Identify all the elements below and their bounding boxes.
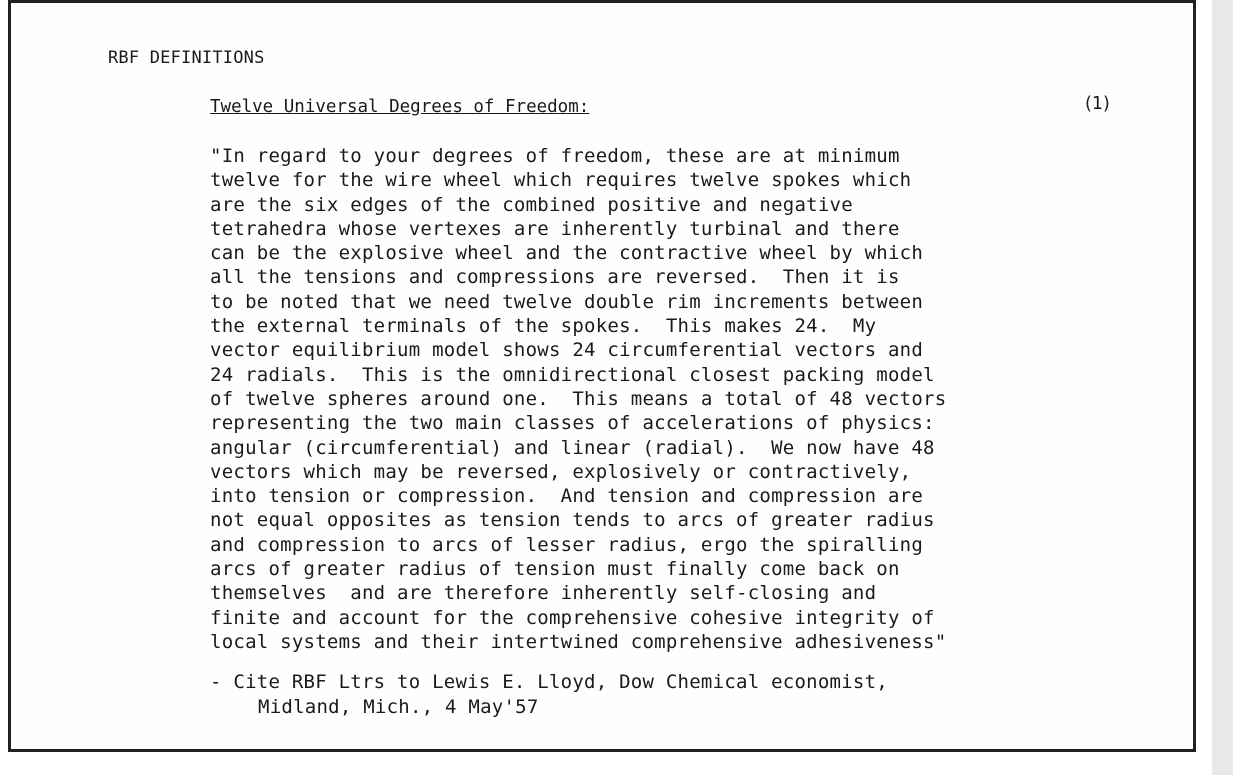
citation-line-1: - Cite RBF Ltrs to Lewis E. Lloyd, Dow Chemical economist, (210, 671, 888, 693)
quote-line: can be the explosive wheel and the contractive wheel by which (210, 242, 924, 265)
quote-line: all the tensions and compressions are reversed. Then it is (210, 266, 900, 289)
quote-line: representing the two main classes of accelerations of physics: (210, 412, 935, 435)
page-edge-shadow (1212, 0, 1233, 775)
quote-line: arcs of greater radius of tension must finally come back on (210, 558, 900, 581)
quote-line: "In regard to your degrees of freedom, these are at minimum (210, 145, 900, 167)
quote-line: angular (circumferential) and linear (radial). We now have 48 (210, 436, 935, 459)
quote-line: and compression to arcs of lesser radius, ergo the spiralling (210, 533, 924, 556)
quote-line: finite and account for the comprehensive cohesive integrity of (210, 606, 935, 629)
quote-line: 24 radials. This is the omnidirectional closest packing model (210, 363, 935, 386)
definition-quote (210, 144, 1110, 654)
quote-line: to be noted that we need twelve double rim increments between (210, 290, 924, 313)
quote-line: themselves and are therefore inherently self-closing and (210, 582, 877, 605)
citation-line-2: Midland, Mich., 4 May'57 (258, 696, 539, 718)
quote-line: twelve for the wire wheel which requires twelve spokes which (210, 169, 912, 192)
quote-line: the external terminals of the spokes. This makes 24. My (210, 315, 877, 338)
quote-line: vectors which may be reversed, explosively or contractively, (210, 460, 912, 483)
quote-line: of twelve spheres around one. This means a total of 48 vectors (210, 387, 947, 410)
definition-title: Twelve Universal Degrees of Freedom: (210, 97, 590, 117)
quote-line: into tension or compression. And tension and compression are (210, 485, 924, 508)
quote-line: local systems and their intertwined comprehensive adhesiveness" (210, 630, 947, 653)
quote-line: vector equilibrium model shows 24 circumferential vectors and (210, 339, 924, 362)
quote-line: tetrahedra whose vertexes are inherently turbinal and there (210, 217, 900, 240)
citation (210, 670, 888, 720)
quote-line: not equal opposites as tension tends to arcs of greater radius (210, 509, 935, 532)
page-number: (1) (1085, 94, 1110, 114)
quote-line: are the six edges of the combined positive and negative (210, 193, 853, 216)
document-heading: RBF DEFINITIONS (108, 48, 265, 68)
